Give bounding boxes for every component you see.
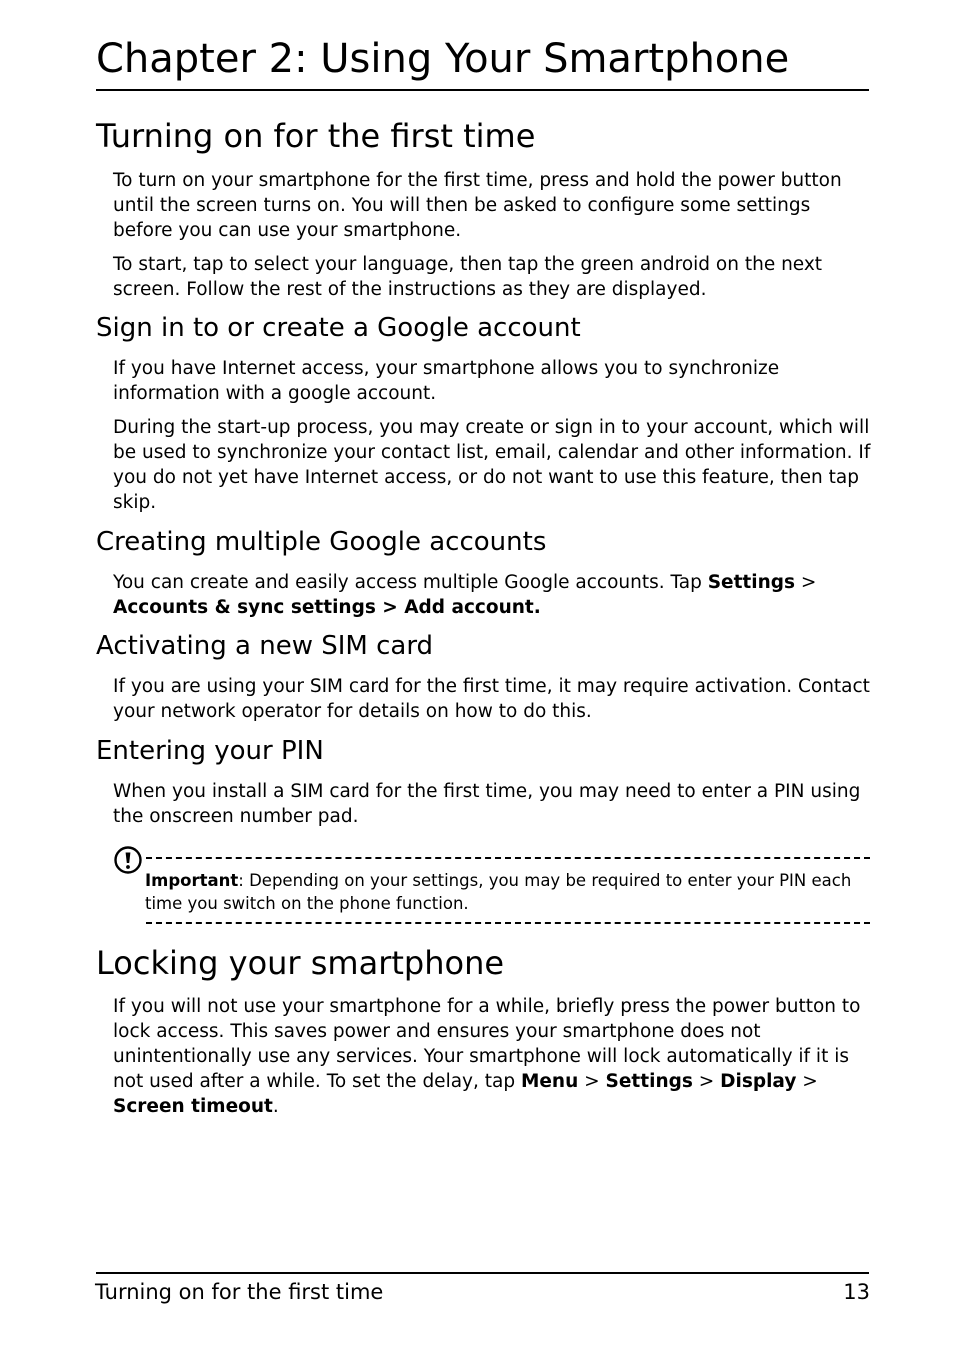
subsection-heading-google-account: Sign in to or create a Google account xyxy=(96,313,581,343)
multiple-accounts-paragraph xyxy=(113,570,873,620)
sim-card-paragraph: If you are using your SIM card for the first time, it may require activation. Contact your network operator for details on how to do this. xyxy=(113,676,870,722)
pin-paragraph: When you install a SIM card for the first time, you may need to enter a PIN using the onscreen number pad. xyxy=(113,781,861,827)
important-note xyxy=(145,869,870,915)
path-separator: > xyxy=(795,572,817,593)
multiple-accounts-text: You can create and easily access multiple Google accounts. Tap xyxy=(113,572,708,593)
section-heading-first-time: Turning on for the first time xyxy=(96,117,536,155)
google-account-paragraph-2: During the start-up process, you may create or sign in to your account, which will be used to synchronize your contact list, email, calendar and other information. If you do not yet have Internet access, or do not want to use this feature, then tap skip. xyxy=(113,417,871,513)
locking-text: If you will not use your smartphone for a while, briefly press the power button to lock access. This saves power and ensures your smartphone does not unintentionally use any services. Your smartphone will lock automatically if it is not used after a while. To set the delay, tap xyxy=(113,996,861,1092)
settings-menu-path: Settings xyxy=(707,572,796,593)
important-icon xyxy=(113,845,143,875)
page-number: 13 xyxy=(843,1280,870,1304)
menu-path-screen-timeout: Screen timeout xyxy=(113,1096,273,1117)
important-label: Important xyxy=(145,871,239,890)
menu-path-settings: Settings xyxy=(605,1071,693,1092)
first-time-paragraph-1: To turn on your smartphone for the first time, press and hold the power button until the screen turns on. You will then be asked to configure some settings before you can use your smartphone. xyxy=(113,170,842,241)
accounts-sync-menu-path: Accounts & sync settings > Add account. xyxy=(113,597,541,618)
path-separator: > xyxy=(692,1071,721,1092)
google-account-paragraph-1: If you have Internet access, your smartphone allows you to synchronize information with a google account. xyxy=(113,358,780,404)
menu-path-menu: Menu xyxy=(520,1071,579,1092)
note-top-border xyxy=(146,857,870,859)
path-separator: > xyxy=(578,1071,606,1092)
chapter-title: Chapter 2: Using Your Smartphone xyxy=(96,36,790,82)
footer-rule xyxy=(96,1272,869,1274)
locking-paragraph xyxy=(113,994,873,1119)
first-time-paragraph-2: To start, tap to select your language, then tap the green android on the next screen. Follow the rest of the instructions as they are displayed. xyxy=(113,254,823,300)
menu-path-display: Display xyxy=(720,1071,797,1092)
sentence-end: . xyxy=(272,1096,279,1117)
subsection-heading-sim-card: Activating a new SIM card xyxy=(96,631,434,661)
chapter-rule xyxy=(96,89,869,91)
important-note-text: : Depending on your settings, you may be required to enter your PIN each time you switch on the phone function. xyxy=(145,871,852,913)
path-separator: > xyxy=(796,1071,818,1092)
section-heading-locking: Locking your smartphone xyxy=(96,944,505,982)
note-bottom-border xyxy=(146,922,870,924)
subsection-heading-pin: Entering your PIN xyxy=(96,736,324,766)
subsection-heading-multiple-accounts: Creating multiple Google accounts xyxy=(96,527,547,557)
footer-section-title: Turning on for the first time xyxy=(95,1280,384,1304)
